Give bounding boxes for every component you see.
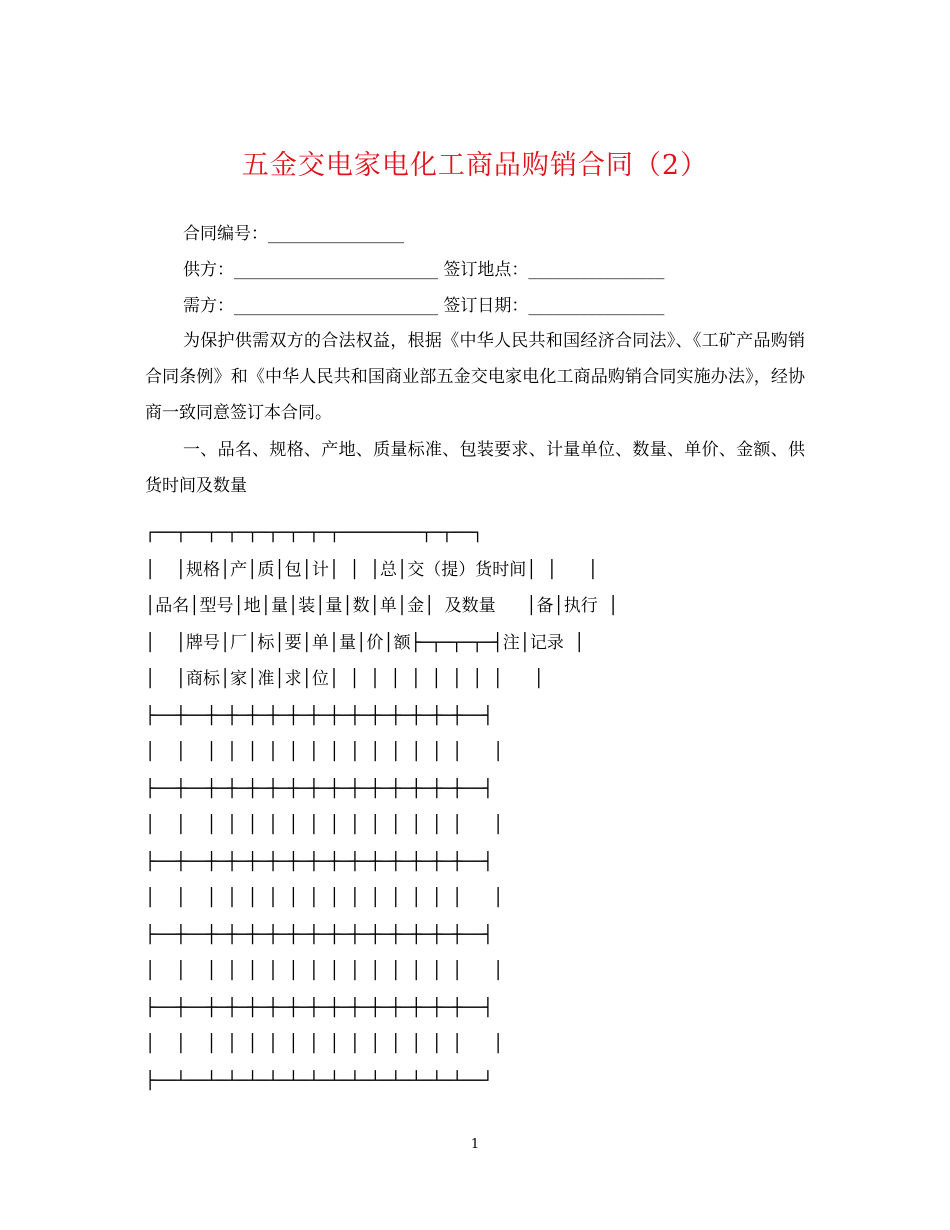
table-line: │ │ │ │ │ │ │ │ │ │ │ │ │ │ │ │: [145, 961, 504, 981]
table-line: ├──┼──┼─┼─┼─┼─┼─┼─┼─┼─┼─┼─┼─┼─┼──┤: [145, 778, 493, 799]
supplier-line: 供方：________________________ 签订地点：________________: [183, 260, 665, 280]
table-line: ┌──┬──┬─┬─┬─┬─┬─┬─┬────────┬─┬──┐: [145, 523, 483, 543]
table-line: │ │牌号│厂│标│要│单│量│价│额├─┬─┬─┬─┤注│记录 │: [145, 632, 585, 653]
table-line: │ │ │ │ │ │ │ │ │ │ │ │ │ │ │ │: [145, 888, 504, 908]
table-line: │ │ │ │ │ │ │ │ │ │ │ │ │ │ │ │: [145, 742, 504, 762]
table-line: ├──┼──┼─┼─┼─┼─┼─┼─┼─┼─┼─┼─┼─┼─┼──┤: [145, 997, 493, 1018]
goods-table: [145, 515, 618, 1099]
table-line: ├──┼──┼─┼─┼─┼─┼─┼─┼─┼─┼─┼─┼─┼─┼──┤: [145, 924, 493, 945]
table-line: ├──┼──┼─┼─┼─┼─┼─┼─┼─┼─┼─┼─┼─┼─┼──┤: [145, 705, 493, 726]
page-number: 1: [470, 1137, 480, 1152]
table-line: │品名│型号│地│量│装│量│数│单│金│ 及数量 │备│执行 │: [145, 596, 619, 616]
table-line: ├──┴──┴─┴─┴─┴─┴─┴─┴─┴─┴─┴─┴─┴─┴──┘: [145, 1070, 493, 1091]
table-line: │ │ │ │ │ │ │ │ │ │ │ │ │ │ │ │: [145, 1034, 504, 1054]
contract-number-line: 合同编号：________________: [183, 224, 404, 244]
buyer-line: 需方：________________________ 签订日期：________________: [183, 296, 665, 316]
section-1-heading: 一、品名、规格、产地、质量标准、包装要求、计量单位、数量、单价、金额、供货时间及数量: [145, 440, 805, 496]
table-line: │ │商标│家│准│求│位│ │ │ │ │ │ │ │ │ │: [145, 669, 544, 689]
intro-paragraph: 为保护供需双方的合法权益，根据《中华人民共和国经济合同法》、《工矿产品购销合同条例》和《中华人民共和国商业部五金交电家电化工商品购销合同实施办法》，经协商一致同意签订本合同。: [145, 331, 805, 423]
table-line: │ │规格│产│质│包│计│ │ │总│交（提）货时间│ │ │: [145, 559, 598, 580]
table-line: ├──┼──┼─┼─┼─┼─┼─┼─┼─┼─┼─┼─┼─┼─┼──┤: [145, 851, 493, 872]
document-title: 五金交电家电化工商品购销合同（2）: [241, 150, 709, 181]
table-line: │ │ │ │ │ │ │ │ │ │ │ │ │ │ │ │: [145, 815, 504, 835]
